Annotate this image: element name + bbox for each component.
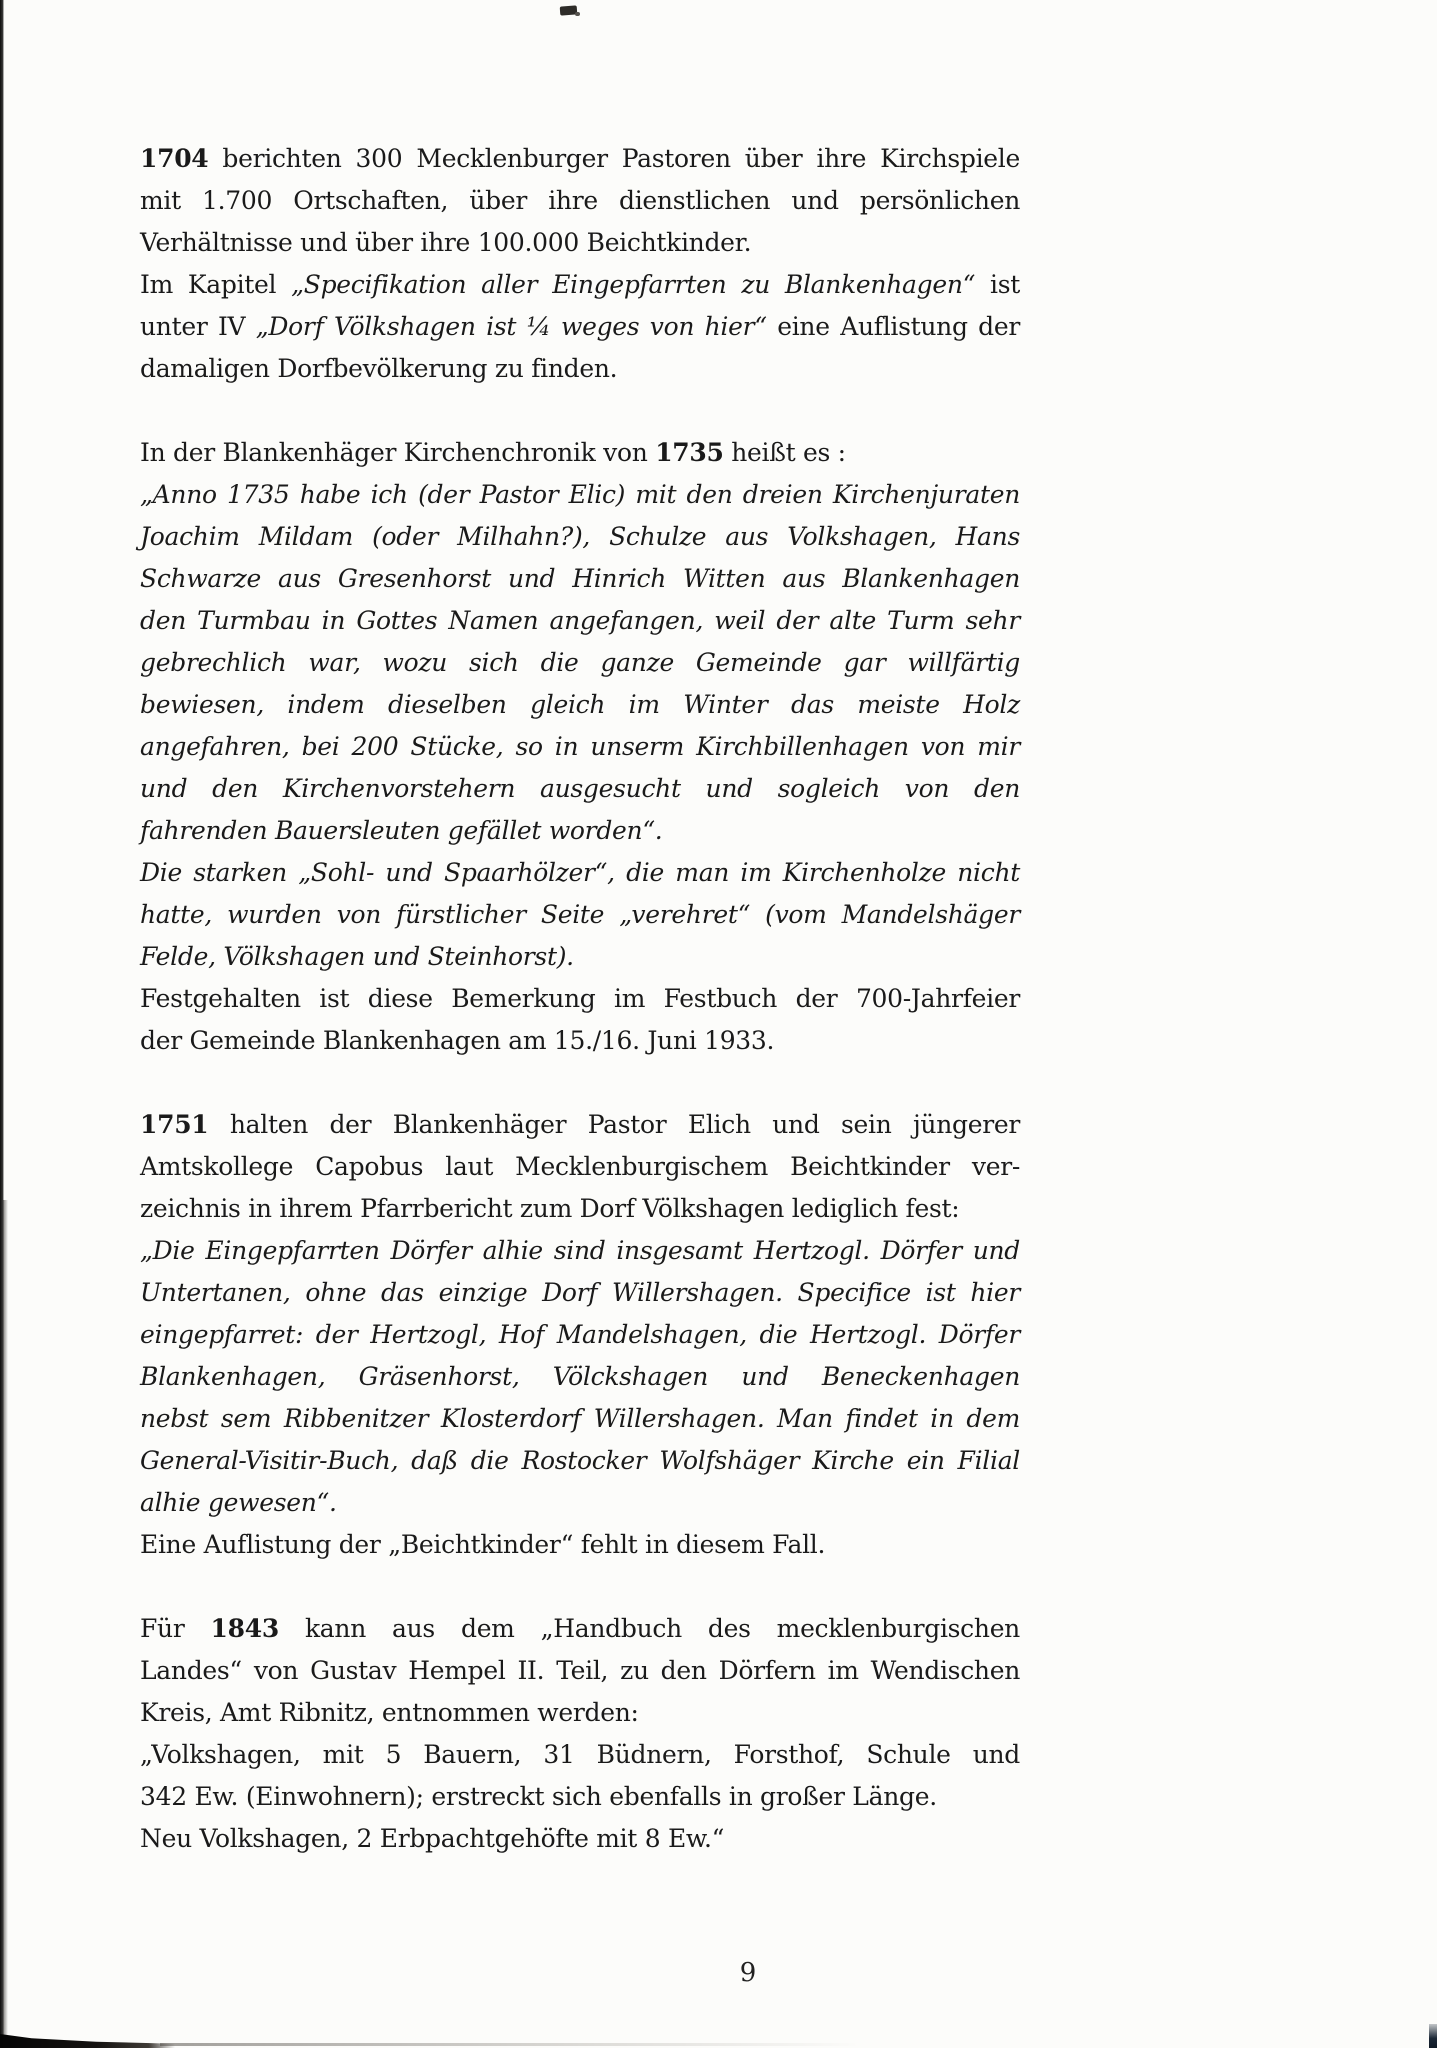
text-line: Eine Auflistung der „Beichtkinder“ fehlt in diesem Fall. [140,1530,826,1559]
text-line: zeichnis in ihrem Pfarrbericht zum Dorf Völkshagen lediglich fest: [140,1194,960,1223]
text-line: hatte, wurden von fürstlicher Seite „verehret“ (vom Mandelshäger [140,900,1020,929]
text-line: unter IV „Dorf Völkshagen ist ¼ weges von hier“ eine Auflistung der [140,312,1020,341]
text-line: fahrenden Bauersleuten gefället worden“. [140,816,663,845]
text-line: Für 1843 kann aus dem „Handbuch des mecklenburgischen [140,1614,1020,1643]
text-line: Verhältnisse und über ihre 100.000 Beichtkinder. [140,228,752,257]
text-line: Landes“ von Gustav Hempel II. Teil, zu den Dörfern im Wendischen [140,1656,1020,1685]
page-text [140,138,1020,1860]
text-line: Kreis, Amt Ribnitz, entnommen werden: [140,1698,639,1727]
para-1751 [140,1104,1020,1566]
scan-artifact-bottom-right [1429,2024,1437,2048]
text-line: Felde, Völkshagen und Steinhorst). [140,942,574,971]
para-1843 [140,1608,1020,1860]
text-line: nebst sem Ribbenitzer Klosterdorf Willershagen. Man findet in dem [140,1404,1020,1433]
text-line: Festgehalten ist diese Bemerkung im Festbuch der 700-Jahrfeier [140,984,1020,1013]
text-line: Neu Volkshagen, 2 Erbpachtgehöfte mit 8 Ew.“ [140,1824,725,1853]
scan-artifact-bottom-line [160,2043,860,2046]
text-line: Blankenhagen, Gräsenhorst, Völckshagen und Beneckenhagen [140,1362,1020,1391]
text-line: Untertanen, ohne das einzige Dorf Willershagen. Specifice ist hier [140,1278,1020,1307]
text-line: und den Kirchenvorstehern ausgesucht und sogleich von den [140,774,1020,803]
text-line: General-Visitir-Buch, daß die Rostocker Wolfshäger Kirche ein Filial [140,1446,1020,1475]
text-line: eingepfarret: der Hertzogl, Hof Mandelshagen, die Hertzogl. Dörfer [140,1320,1020,1349]
text-line: mit 1.700 Ortschaften, über ihre dienstlichen und persönlichen [140,186,1020,215]
text-line: „Anno 1735 habe ich (der Pastor Elic) mit den dreien Kirchenjuraten [140,480,1020,509]
text-line: In der Blankenhäger Kirchenchronik von 1735 heißt es : [140,438,846,467]
scan-edge-left-shadow [3,1200,8,2048]
text-line: „Die Eingepfarrten Dörfer alhie sind insgesamt Hertzogl. Dörfer und [140,1236,1020,1265]
text-line: 1751 halten der Blankenhäger Pastor Elich und sein jüngerer [140,1110,1020,1139]
text-line: 1704 berichten 300 Mecklenburger Pastoren über ihre Kirchspiele [140,144,1020,173]
text-line: Joachim Mildam (oder Milhahn?), Schulze aus Volkshagen, Hans [140,522,1020,551]
scan-artifact-bottom-left [0,2034,175,2048]
text-line: den Turmbau in Gottes Namen angefangen, weil der alte Turm sehr [140,606,1020,635]
text-line: alhie gewesen“. [140,1488,337,1517]
text-line: gebrechlich war, wozu sich die ganze Gemeinde gar willfärtig [140,648,1020,677]
scan-speck-top-small [575,12,580,16]
text-line: 342 Ew. (Einwohnern); erstreckt sich ebenfalls in großer Länge. [140,1782,937,1811]
text-line: Die starken „Sohl- und Spaarhölzer“, die man im Kirchenholze nicht [140,858,1020,887]
text-line: Im Kapitel „Specifikation aller Eingepfarrten zu Blankenhagen“ ist [140,270,1020,299]
text-line: Schwarze aus Gresenhorst und Hinrich Witten aus Blankenhagen [140,564,1020,593]
para-1704 [140,138,1020,390]
text-line: damaligen Dorfbevölkerung zu finden. [140,354,618,383]
text-line: „Volkshagen, mit 5 Bauern, 31 Büdnern, Forsthof, Schule und [140,1740,1020,1769]
text-line: bewiesen, indem dieselben gleich im Winter das meiste Holz [140,690,1020,719]
text-line: der Gemeinde Blankenhagen am 15./16. Juni 1933. [140,1026,775,1055]
text-line: Amtskollege Capobus laut Mecklenburgischem Beichtkinder ver- [140,1152,1020,1181]
para-1735 [140,432,1020,1062]
page-number: 9 [739,1958,757,1988]
text-line: angefahren, bei 200 Stücke, so in unserm Kirchbillenhagen von mir [140,732,1020,761]
